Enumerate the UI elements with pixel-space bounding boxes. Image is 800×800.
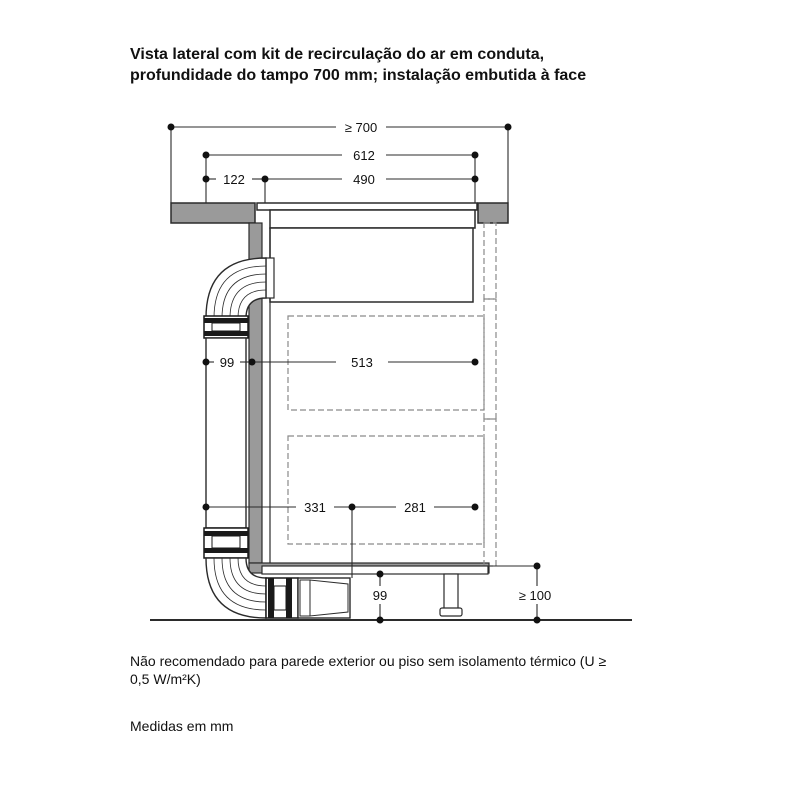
plinth — [262, 566, 488, 574]
drawer-top — [288, 316, 484, 410]
hob-frame — [270, 210, 475, 228]
hob-body — [270, 228, 473, 302]
label-281: 281 — [404, 500, 426, 515]
label-700: ≥ 700 — [344, 120, 378, 135]
duct-outlet-top — [266, 258, 274, 298]
note-line-2: 0,5 W/m²K) — [130, 671, 201, 687]
title-line-1: Vista lateral com kit de recirculação do ar em conduta, — [130, 46, 545, 63]
label-122: 122 — [223, 172, 245, 187]
label-612: 612 — [353, 148, 375, 163]
front-panel-3 — [484, 419, 496, 566]
label-331: 331 — [304, 500, 326, 515]
front-panel-2 — [484, 299, 496, 419]
hob-surface — [257, 203, 477, 210]
front-panel-1 — [484, 223, 496, 299]
dimension-700 — [171, 127, 508, 203]
label-513: 513 — [351, 355, 373, 370]
insulation-note — [130, 652, 670, 688]
worktop-right — [478, 203, 508, 223]
label-99-bottom: 99 — [372, 588, 388, 603]
cabinet-leg — [444, 574, 458, 610]
label-99-left: 99 — [219, 355, 235, 370]
units-label: Medidas em mm — [130, 718, 234, 734]
title-line-2: profundidade do tampo 700 mm; instalação embutida à face — [130, 67, 587, 84]
drawer-bottom — [288, 436, 484, 544]
label-100: ≥ 100 — [518, 588, 552, 603]
worktop-left — [171, 203, 255, 223]
note-line-1: Não recomendado para parede exterior ou piso sem isolamento térmico (U ≥ — [130, 653, 607, 669]
label-490: 490 — [353, 172, 375, 187]
cabinet-leg-foot — [440, 608, 462, 616]
dimension-122-490 — [206, 179, 475, 203]
